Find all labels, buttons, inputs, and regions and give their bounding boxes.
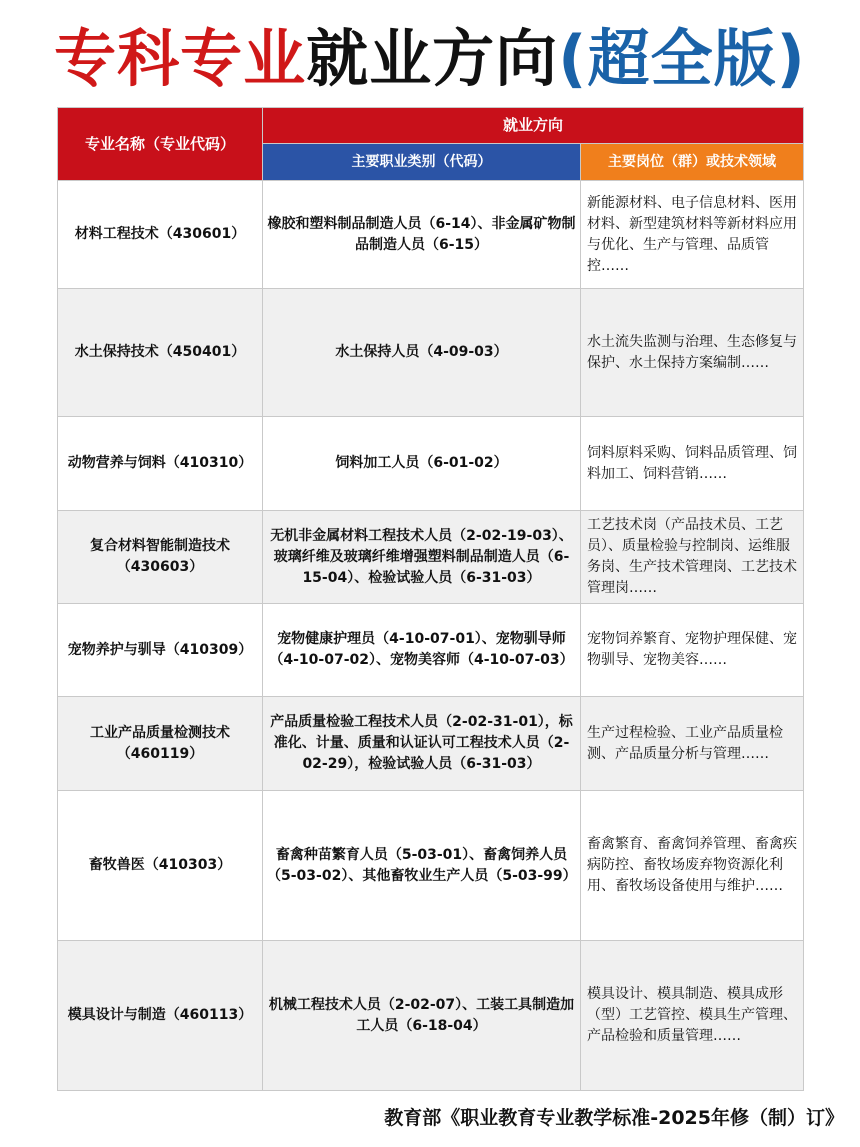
- header-major-name: 专业名称（专业代码）: [58, 108, 263, 181]
- major-name-cell: 模具设计与制造（460113）: [58, 941, 263, 1091]
- title-part-red: 专科专业: [54, 22, 307, 95]
- table-row: [58, 511, 804, 604]
- position-cell: 畜禽繁育、畜禽饲养管理、畜禽疾病防控、畜牧场废弃物资源化利用、畜牧场设备使用与维护……: [581, 791, 804, 941]
- occupation-category-cell: 橡胶和塑料制品制造人员（6-14）、非金属矿物制品制造人员（6-15）: [263, 181, 581, 289]
- occupation-category-cell: 宠物健康护理员（4-10-07-01）、宠物驯导师（4-10-07-02）、宠物美容师（4-10-07-03）: [263, 604, 581, 697]
- header-occupation-category: 主要职业类别（代码）: [263, 144, 581, 181]
- table-row: [58, 941, 804, 1091]
- major-name-cell: 动物营养与饲料（410310）: [58, 417, 263, 511]
- employment-table: [57, 107, 804, 1091]
- source-citation: 教育部《职业教育专业教学标准-2025年修（制）订》: [384, 1107, 844, 1129]
- position-cell: 生产过程检验、工业产品质量检测、产品质量分析与管理……: [581, 697, 804, 791]
- table-row: [58, 181, 804, 289]
- major-name-cell: 宠物养护与驯导（410309）: [58, 604, 263, 697]
- major-name-cell: 工业产品质量检测技术（460119）: [58, 697, 263, 791]
- position-cell: 宠物饲养繁育、宠物护理保健、宠物驯导、宠物美容……: [581, 604, 804, 697]
- position-cell: 饲料原料采购、饲料品质管理、饲料加工、饲料营销……: [581, 417, 804, 511]
- major-name-cell: 畜牧兽医（410303）: [58, 791, 263, 941]
- header-row-top: [58, 108, 804, 144]
- table-row: [58, 417, 804, 511]
- major-name-cell: 材料工程技术（430601）: [58, 181, 263, 289]
- table-row: [58, 697, 804, 791]
- major-name-cell: 复合材料智能制造技术（430603）: [58, 511, 263, 604]
- title-part-blue: (超全版): [558, 22, 806, 95]
- position-cell: 工艺技术岗（产品技术员、工艺员）、质量检验与控制岗、运维服务岗、生产技术管理岗、工艺技术管理岗……: [581, 511, 804, 604]
- table-row: [58, 289, 804, 417]
- position-cell: 水土流失监测与治理、生态修复与保护、水土保持方案编制……: [581, 289, 804, 417]
- position-cell: 模具设计、模具制造、模具成形（型）工艺管控、模具生产管理、产品检验和质量管理……: [581, 941, 804, 1091]
- header-main-position: 主要岗位（群）或技术领域: [581, 144, 804, 181]
- occupation-category-cell: 畜禽种苗繁育人员（5-03-01）、畜禽饲养人员（5-03-02）、其他畜牧业生产人员（5-03-99）: [263, 791, 581, 941]
- occupation-category-cell: 产品质量检验工程技术人员（2-02-31-01），标准化、计量、质量和认证认可工程技术人员（2-02-29），检验试验人员（6-31-03）: [263, 697, 581, 791]
- occupation-category-cell: 无机非金属材料工程技术人员（2-02-19-03）、玻璃纤维及玻璃纤维增强塑料制品制造人员（6-15-04）、检验试验人员（6-31-03）: [263, 511, 581, 604]
- table-row: [58, 791, 804, 941]
- page-title: [0, 14, 860, 104]
- position-cell: 新能源材料、电子信息材料、医用材料、新型建筑材料等新材料应用与优化、生产与管理、品质管控……: [581, 181, 804, 289]
- header-employment-direction: 就业方向: [263, 108, 804, 144]
- occupation-category-cell: 水土保持人员（4-09-03）: [263, 289, 581, 417]
- major-name-cell: 水土保持技术（450401）: [58, 289, 263, 417]
- title-part-black: 就业方向: [306, 22, 559, 95]
- occupation-category-cell: 饲料加工人员（6-01-02）: [263, 417, 581, 511]
- occupation-category-cell: 机械工程技术人员（2-02-07）、工装工具制造加工人员（6-18-04）: [263, 941, 581, 1091]
- table-row: [58, 604, 804, 697]
